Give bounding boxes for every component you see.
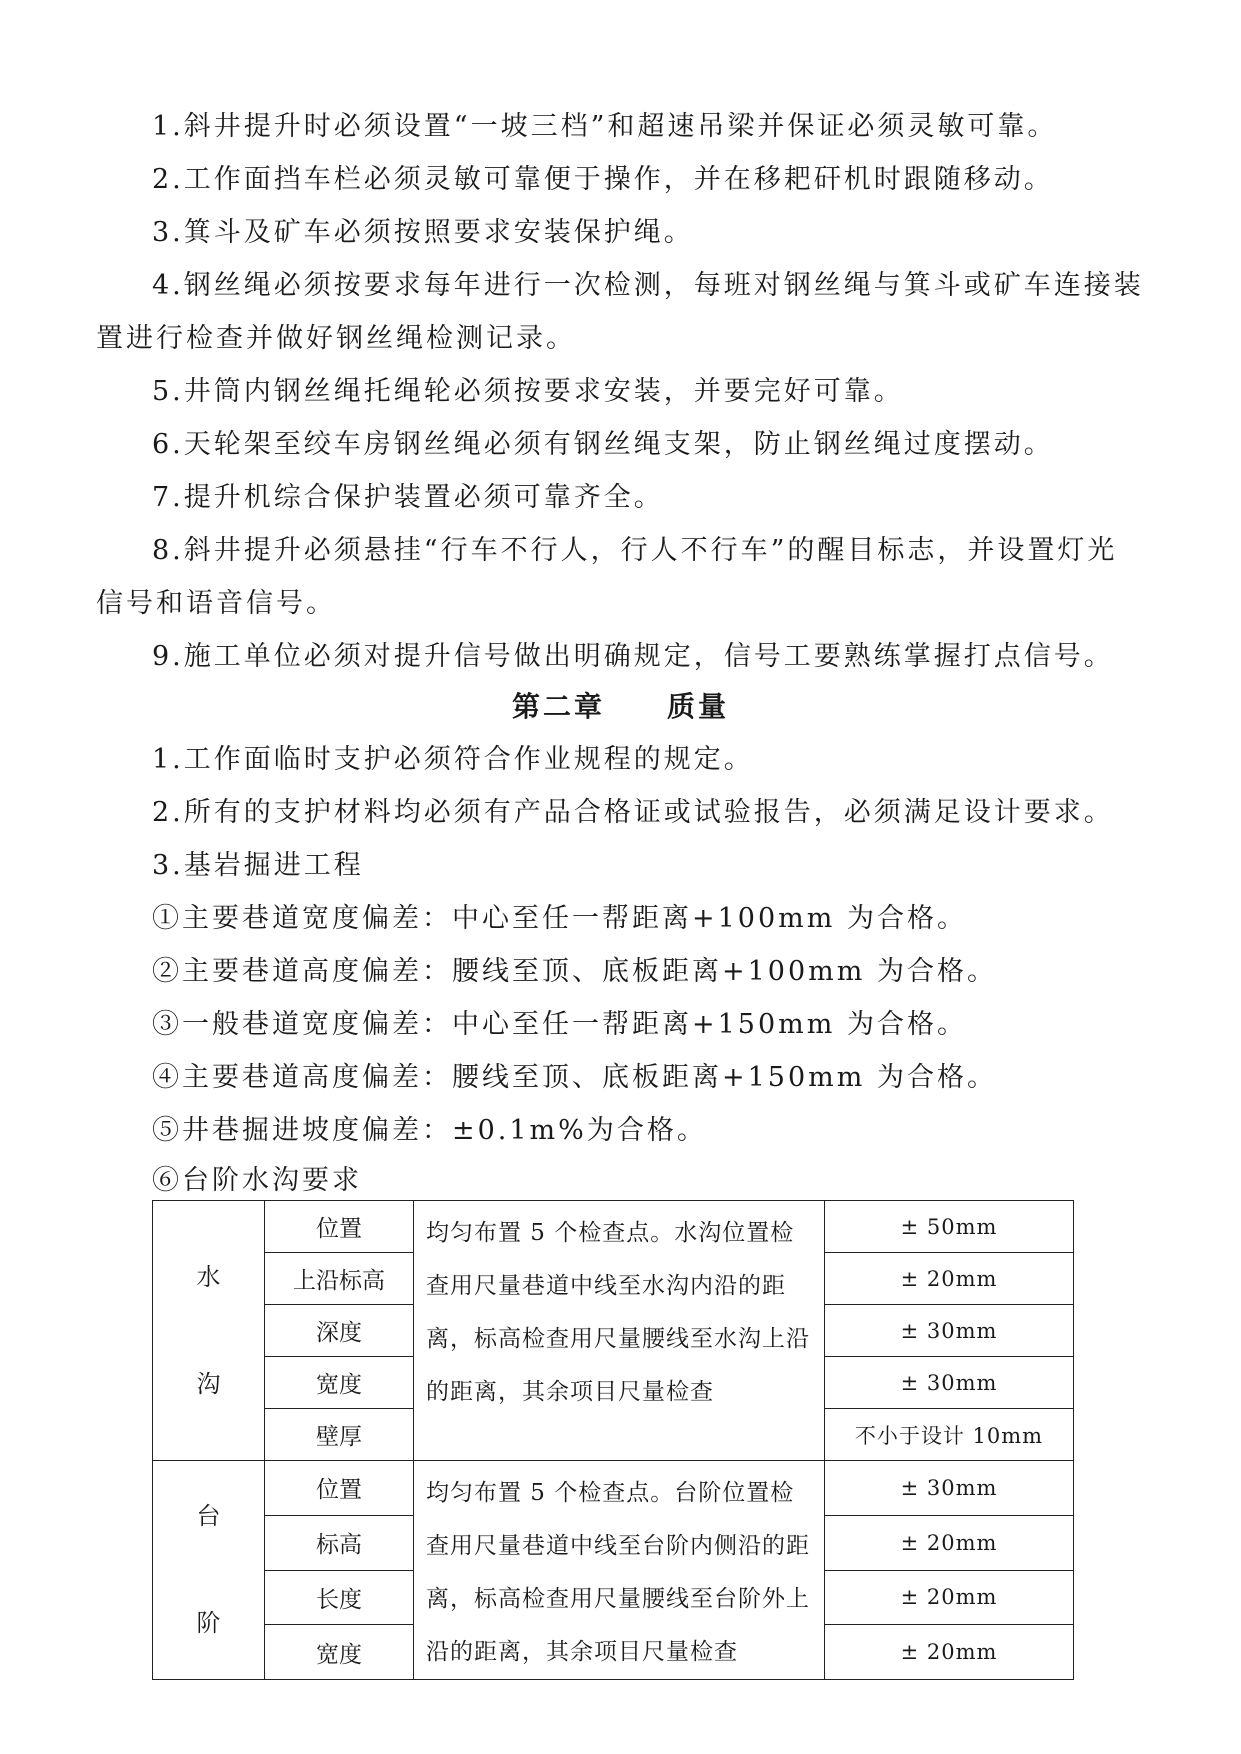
chapter-heading: 第二章 质量	[511, 690, 729, 723]
ditch-step-spec-table	[152, 1200, 1074, 1680]
table-cell-item: 位置	[265, 1461, 414, 1516]
paragraph-9: 9.施工单位必须对提升信号做出明确规定，信号工要熟练掌握打点信号。	[152, 641, 1114, 672]
table-cell-value: ± 30mm	[825, 1357, 1074, 1409]
paragraph-4-line-1: 4.钢丝绳必须按要求每年进行一次检测，每班对钢丝绳与箕斗或矿车连接装	[152, 270, 1144, 301]
table-cell-value: ± 20mm	[825, 1515, 1074, 1570]
step-group-char-1: 台	[196, 1502, 221, 1530]
table-cell-item: 位置	[265, 1201, 414, 1253]
quality-subitem-5: ⑤井巷掘进坡度偏差：±0.1m%为合格。	[152, 1115, 707, 1146]
paragraph-8-line-2: 信号和语音信号。	[96, 588, 336, 619]
paragraph-2: 2.工作面挡车栏必须灵敏可靠便于操作，并在移耙矸机时跟随移动。	[152, 164, 1054, 195]
table-cell-value: 不小于设计 10mm	[825, 1409, 1074, 1461]
table-cell-item: 深度	[265, 1305, 414, 1357]
table-cell-value: ± 30mm	[825, 1461, 1074, 1516]
quality-subitem-1: ①主要巷道宽度偏差：中心至任一帮距离+100mm 为合格。	[152, 903, 967, 934]
paragraph-8-line-1: 8.斜井提升必须悬挂“行车不行人，行人不行车”的醒目标志，并设置灯光	[152, 535, 1118, 566]
paragraph-3: 3.箕斗及矿车必须按照要求安装保护绳。	[152, 217, 694, 248]
quality-item-2: 2.所有的支护材料均必须有产品合格证或试验报告，必须满足设计要求。	[152, 797, 1114, 828]
table-cell-item: 长度	[265, 1570, 414, 1625]
step-group-char-2: 阶	[196, 1609, 221, 1637]
paragraph-6: 6.天轮架至绞车房钢丝绳必须有钢丝绳支架，防止钢丝绳过度摆动。	[152, 429, 1054, 460]
table-cell-item: 宽度	[265, 1357, 414, 1409]
table-cell-value: ± 20mm	[825, 1625, 1074, 1680]
ditch-group-label	[153, 1201, 265, 1461]
quality-item-1: 1.工作面临时支护必须符合作业规程的规定。	[152, 744, 754, 775]
table-row	[153, 1201, 1074, 1253]
quality-subitem-3: ③一般巷道宽度偏差：中心至任一帮距离+150mm 为合格。	[152, 1009, 967, 1040]
ditch-group-char-1: 水	[196, 1262, 221, 1291]
table-cell-item: 上沿标高	[265, 1253, 414, 1305]
quality-subitem-2: ②主要巷道高度偏差：腰线至顶、底板距离+100mm 为合格。	[152, 956, 997, 987]
step-method-cell: 均匀布置 5 个检查点。台阶位置检查用尺量巷道中线至台阶内侧沿的距离，标高检查用尺量腰线至台阶外上沿的距离，其余项目尺量检查	[414, 1461, 825, 1680]
paragraph-4-line-2: 置进行检查并做好钢丝绳检测记录。	[96, 323, 576, 354]
table-cell-value: ± 30mm	[825, 1305, 1074, 1357]
table-row	[153, 1461, 1074, 1516]
table-cell-item: 宽度	[265, 1625, 414, 1680]
quality-item-3: 3.基岩掘进工程	[152, 850, 364, 881]
quality-subitem-6: ⑥台阶水沟要求	[152, 1165, 362, 1196]
table-cell-item: 壁厚	[265, 1409, 414, 1461]
table-cell-item: 标高	[265, 1515, 414, 1570]
table-cell-value: ± 20mm	[825, 1253, 1074, 1305]
paragraph-5: 5.井筒内钢丝绳托绳轮必须按要求安装，并要完好可靠。	[152, 376, 904, 407]
step-group-label	[153, 1461, 265, 1680]
table-cell-value: ± 20mm	[825, 1570, 1074, 1625]
paragraph-7: 7.提升机综合保护装置必须可靠齐全。	[152, 482, 664, 513]
table-cell-value: ± 50mm	[825, 1201, 1074, 1253]
quality-subitem-4: ④主要巷道高度偏差：腰线至顶、底板距离+150mm 为合格。	[152, 1062, 997, 1093]
ditch-group-char-2: 沟	[196, 1369, 221, 1398]
ditch-method-cell: 均匀布置 5 个检查点。水沟位置检查用尺量巷道中线至水沟内沿的距离，标高检查用尺量腰线至水沟上沿的距离，其余项目尺量检查	[414, 1201, 825, 1461]
paragraph-1: 1.斜井提升时必须设置“一坡三档”和超速吊梁并保证必须灵敏可靠。	[152, 111, 1058, 142]
